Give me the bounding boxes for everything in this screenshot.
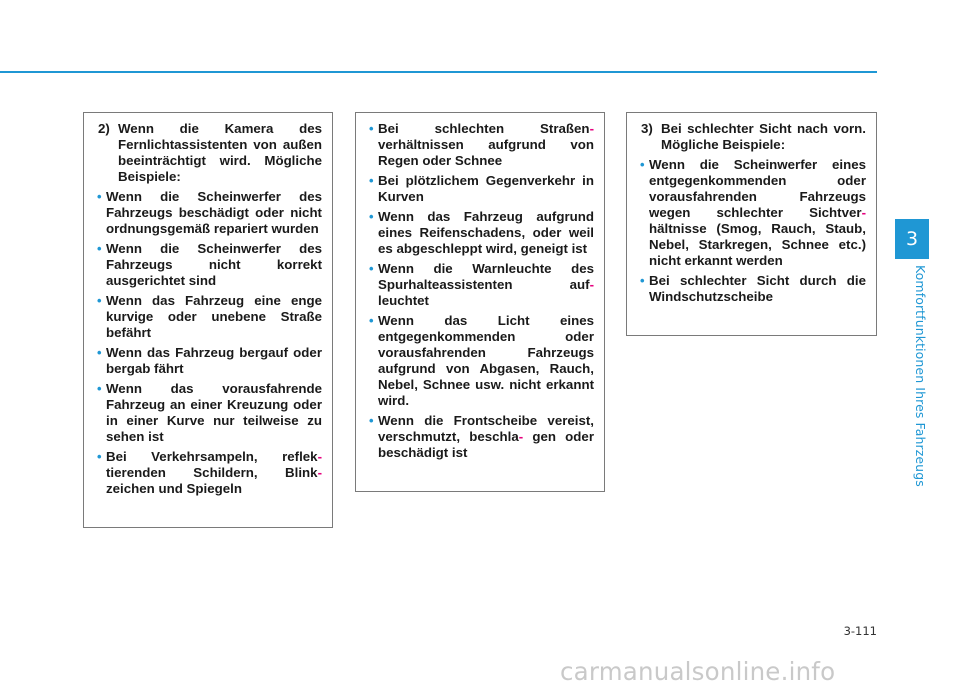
- bullet-icon: •: [369, 121, 374, 136]
- list-item: • Bei schlechter Sicht durch die Windschutzscheibe: [640, 273, 866, 304]
- heading-number: 2): [98, 121, 110, 136]
- chapter-number: 3: [905, 228, 919, 250]
- bullet-icon: •: [369, 173, 374, 188]
- bullet-icon: •: [97, 293, 102, 308]
- box-heading: [98, 121, 322, 185]
- bullet-icon: •: [369, 209, 374, 224]
- bullet-icon: •: [640, 157, 645, 172]
- bullet-list: [641, 157, 866, 305]
- chapter-number-tab: [895, 219, 929, 259]
- heading-text: Wenn die Kamera des Fernlichtassistenten von außen beeinträchtigt wird. Mögliche Beispiele:: [118, 121, 322, 184]
- bullet-icon: •: [369, 313, 374, 328]
- list-item: • Wenn das vorausfahrende Fahrzeug an einer Kreuzung oder in einer Kurve nur teilweise zu sehen ist: [97, 381, 322, 444]
- heading-text: Bei schlechter Sicht nach vorn. Mögliche Beispiele:: [661, 121, 866, 152]
- header-rule: [0, 71, 877, 73]
- page-number: 3-111: [843, 624, 877, 638]
- list-item: • Wenn die Frontscheibe vereist, verschmutzt, beschla- gen oder beschädigt ist: [369, 413, 594, 460]
- bullet-icon: •: [97, 381, 102, 396]
- list-item: • Wenn das Fahrzeug eine enge kurvige oder unebene Straße befährt: [97, 293, 322, 340]
- condition-box-continued: [355, 112, 605, 492]
- bullet-list: [370, 121, 594, 461]
- watermark: carmanualsonline.info: [560, 657, 836, 686]
- bullet-icon: •: [640, 273, 645, 288]
- list-item: • Bei schlechten Straßen- verhältnissen aufgrund von Regen oder Schnee: [369, 121, 594, 168]
- list-item: • Wenn die Scheinwerfer eines entgegenkommenden oder vorausfahrenden Fahrzeugs wegen schlechter Sichtver- hältnisse (Smog, Rauch, Staub, Nebel, Starkregen, Schnee etc.) nicht erkannt werden: [640, 157, 866, 268]
- chapter-title: Komfortfunktionen Ihres Fahrzeugs: [913, 265, 928, 487]
- bullet-list: [98, 189, 322, 497]
- bullet-icon: •: [97, 189, 102, 204]
- list-item: • Bei plötzlichem Gegenverkehr in Kurven: [369, 173, 594, 204]
- list-item: • Wenn die Scheinwerfer des Fahrzeugs nicht korrekt ausgerichtet sind: [97, 241, 322, 288]
- bullet-icon: •: [97, 449, 102, 464]
- condition-box-poor-visibility: [626, 112, 877, 336]
- bullet-icon: •: [97, 241, 102, 256]
- list-item: • Wenn das Licht eines entgegenkommenden oder vorausfahrenden Fahrzeugs aufgrund von Abgasen, Rauch, Nebel, Schnee usw. nicht erkannt wird.: [369, 313, 594, 408]
- bullet-icon: •: [369, 261, 374, 276]
- list-item: • Wenn die Scheinwerfer des Fahrzeugs beschädigt oder nicht ordnungsgemäß repariert wurden: [97, 189, 322, 236]
- box-heading: [641, 121, 866, 153]
- list-item: • Wenn das Fahrzeug bergauf oder bergab fährt: [97, 345, 322, 376]
- bullet-icon: •: [97, 345, 102, 360]
- heading-number: 3): [641, 121, 653, 136]
- list-item: • Wenn das Fahrzeug aufgrund eines Reifenschadens, oder weil es abgeschleppt wird, geneigt ist: [369, 209, 594, 256]
- bullet-icon: •: [369, 413, 374, 428]
- list-item: • Bei Verkehrsampeln, reflek- tierenden Schildern, Blink- zeichen und Spiegeln: [97, 449, 322, 496]
- condition-box-high-beam-camera: [83, 112, 333, 528]
- list-item: • Wenn die Warnleuchte des Spurhalteassistenten auf- leuchtet: [369, 261, 594, 308]
